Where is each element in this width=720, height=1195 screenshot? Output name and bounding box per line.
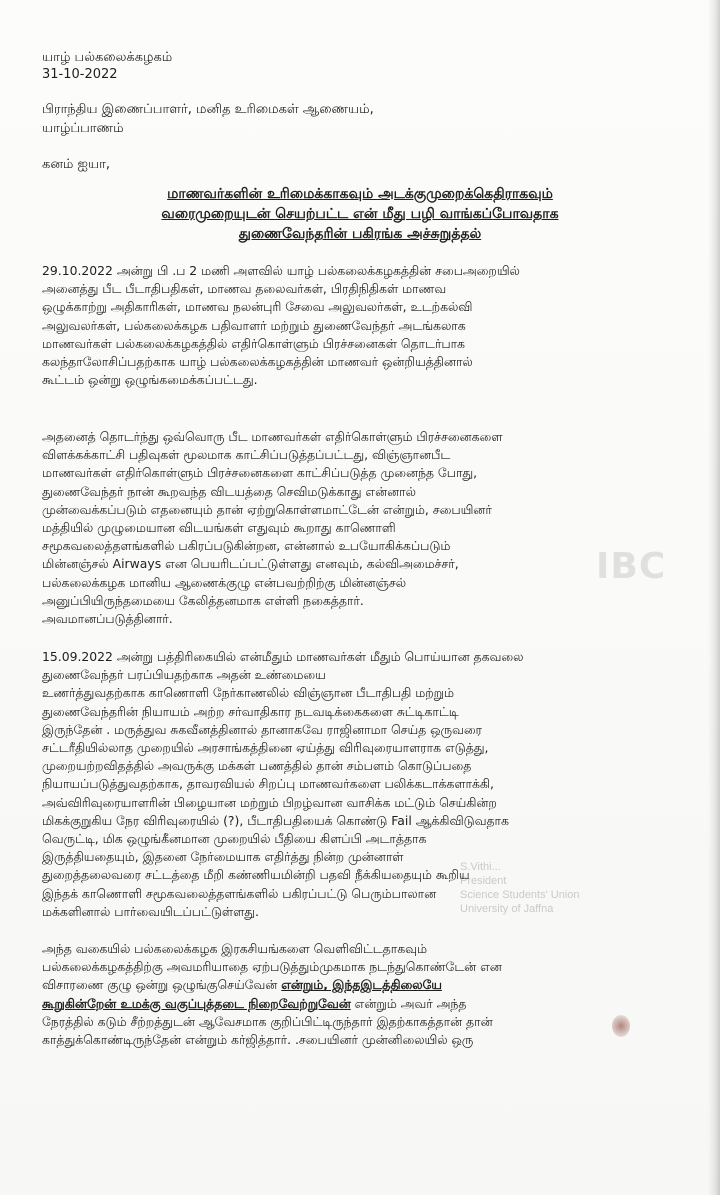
text-line: துணைவேந்தர் பரப்பியதற்காக அதன் உண்மையை: [42, 667, 326, 683]
text-line: அவ்விரிவுரையாளரின் பிழையான மற்றும் பிறழ்வான வாசிக்க மட்டும் செய்கின்ற: [42, 794, 497, 810]
text-line: அதனைத் தொடர்ந்து ஒவ்வொரு பீட மாணவர்கள் எதிர்கொள்ளும் பிரச்சனைகளை: [42, 429, 503, 444]
text-line: பல்கலைக்கழக மானிய ஆணைக்குழு என்பவற்றிற்கு மின்னஞ்சல்: [42, 574, 407, 590]
text-line: மாணவர்கள் எதிர்கொள்ளும் பிரச்சனைகளை காட்சிப்படுத்த முனைந்த போது,: [42, 465, 478, 481]
text-line: துணைவேந்தர் நான் கூறவந்த விடயத்தை செவிமடுக்காது என்னால்: [42, 483, 416, 499]
text-line: உணர்த்துவதற்காக காணொளி நேர்காணலில் விஞ்ஞான பீடாதிபதி மற்றும்: [42, 685, 454, 701]
text-line: அனைத்து பீட பீடாதிபதிகள், மாணவ தலைவர்கள், பிரதிநிதிகள் மாணவ: [42, 281, 447, 297]
text-line: துணைவேந்தரின் நியாயம் அற்ற சர்வாதிகார நடவடிக்கைகளை சுட்டிகாட்டி: [42, 703, 459, 719]
text-line: மக்களினால் பார்வையிடப்பட்டுள்ளது.: [42, 903, 259, 919]
recipient-line-1: பிராந்திய இணைப்பாளர், மனித உரிமைகள் ஆணையம்,: [42, 102, 374, 117]
text-line: மிகக்குறுகிய நேர விரிவுரையில் (?), பீடாதிபதியைக் கொண்டு Fail ஆக்கிவிடுவதாக: [42, 812, 509, 828]
sender-university: யாழ் பல்கலைக்கழகம்: [42, 50, 173, 65]
subject-line-3: துணைவேந்தரின் பகிரங்க அச்சுறுத்தல்: [238, 226, 482, 242]
watermark-logo: IBC: [596, 546, 667, 587]
text-line: நேரத்தில் கடும் சீற்றத்துடன் ஆவேசமாக குறிப்பிட்டிருந்தார் இதற்காகத்தான் தான்: [42, 1013, 493, 1029]
text-line: முறையற்றவிதத்தில் அவருக்கு மக்கள் பணத்தில் தான் சம்பளம் கொடுப்பதை: [42, 758, 472, 774]
recipient-line-2: யாழ்ப்பாணம்: [42, 121, 124, 136]
text-line: மாணவர்கள் பல்கலைக்கழகத்தில் எதிர்கொள்ளும் பிரச்சனைகள் தொடர்பாக: [42, 335, 465, 351]
text-line: அந்த வகையில் பல்கலைக்கழக இரகசியங்களை வெளிவிட்டதாகவும்: [42, 941, 427, 956]
text-line: [42, 995, 680, 1013]
subject-line-1: மாணவர்களின் உரிமைக்காகவும் அடக்குமுறைக்கெதிராகவும்: [167, 186, 553, 202]
text-line: விளக்கக்காட்சி பதிவுகள் மூலமாக காட்சிப்படுத்தப்பட்டது, விஞ்ஞானபீட: [42, 447, 451, 463]
stamp-line: University of Jaffna: [460, 903, 554, 915]
salutation: கனம் ஐயா,: [42, 157, 111, 172]
text-line: நியாயப்படுத்துவதற்காக, தாவரவியல் சிறப்பு மாணவர்களை பலிக்கடாக்களாக்கி,: [42, 776, 494, 792]
stamp-line: S.Vithi...: [460, 861, 501, 873]
text-line: 15.09.2022 அன்று பத்திரிகையில் என்மீதும் மாணவர்கள் மீதும் பொய்யான தகவலை: [42, 649, 524, 664]
text-line: துறைத்தலைவரை சட்டத்தை மீறி கண்ணியமின்றி பதவி நீக்கியதையும் கூறிய: [42, 867, 470, 883]
emphasized-text: கூறுகின்றேன் உமக்கு வகுப்புத்தடை நிறைவேற்றுவேன்: [42, 995, 351, 1011]
paragraph-1: [42, 262, 680, 389]
text-line: காத்துக்கொண்டிருந்தேன் என்றும் கர்ஜித்தார். .சபையினர் முன்னிலையில் ஒரு: [42, 1032, 474, 1048]
text-line: கூட்டம் ஒன்று ஒழுங்கமைக்கப்பட்டது.: [42, 372, 258, 388]
text-line: வெருட்டி, மிக ஒழுங்கீனமான முறையில் பீதியை கிளப்பி அடாத்தாக: [42, 831, 427, 847]
text-line: கலந்தாலோசிப்பதற்காக யாழ் பல்கலைக்கழகத்தின் மாணவர் ஒன்றியத்தினால்: [42, 354, 473, 370]
text-line: இருந்தேன் . மருத்துவ சுகவீனத்தினால் தானாகவே ராஜினாமா செய்த ஒருவரை: [42, 721, 482, 737]
stamp-line: President: [460, 875, 507, 887]
text-line: மின்னஞ்சல் Airways என பெயரிடப்பட்டுள்ளது எனவும், கல்விஅமைச்சர்,: [42, 556, 459, 572]
text-line: சமூகவலைத்தளங்களில் பகிரப்படுகின்றன, என்னால் உபயோகிக்கப்படும்: [42, 538, 451, 554]
text-line: அவமானப்படுத்தினார்.: [42, 611, 173, 627]
text-line: 29.10.2022 அன்று பி .ப 2 மணி அளவில் யாழ் பல்கலைக்கழகத்தின் சபைஅறையில்: [42, 263, 520, 278]
text-segment: என்றும் அவர் அந்த: [350, 995, 467, 1011]
subject-line-2: வரைமுறையுடன் செயற்பட்ட என் மீது பழி வாங்கப்போவதாக: [161, 206, 559, 222]
text-line: ஒழுக்காற்று அதிகாரிகள், மாணவ நலன்புரி சேவை அலுவலர்கள், உடற்கல்வி: [42, 299, 473, 315]
text-line: மத்தியில் முழுமையான விடயங்கள் எதுவும் கூறாது காணொளி: [42, 520, 396, 536]
paragraph-2: [42, 428, 680, 628]
text-line: சட்டரீதியில்லாத முறையில் அரசாங்கத்தினை ஏய்த்து விரிவுரையாளராக எடுத்து,: [42, 740, 489, 756]
paragraph-3: [42, 648, 680, 921]
text-line: இந்தக் காணொளி சமூகவலைத்தளங்களில் பகிரப்பட்டு பெரும்பாலான: [42, 885, 437, 901]
text-line: [42, 976, 680, 994]
text-line: இருத்தியதையும், இதனை நேர்மையாக எதிர்த்து நின்ற முன்னாள்: [42, 849, 404, 865]
text-line: அனுப்பியிருந்தமையை கேலித்தனமாக எள்ளி நகைத்தார்.: [42, 592, 364, 608]
page-edge-shadow: [708, 0, 720, 1195]
text-segment: விசாரணை குழு ஒன்று ஒழுங்குசெய்வேன்: [42, 977, 282, 993]
stamp-line: Science Students' Union: [460, 889, 580, 901]
paragraph-4: [42, 940, 680, 1049]
emphasized-text: என்றும், இந்தஇடத்திலையே: [281, 977, 442, 993]
text-line: முன்வைக்கப்படும் எதனையும் தான் ஏற்றுகொள்ளமாட்டேன் என்றும், சபையினர்: [42, 501, 492, 517]
text-line: பல்கலைக்கழகத்திற்கு அவமரியாதை ஏற்படுத்தும்முகமாக நடந்துகொண்டேன் என: [42, 959, 502, 975]
letter-date: 31-10-2022: [42, 67, 118, 82]
text-line: அலுவலர்கள், பல்கலைக்கழக பதிவாளர் மற்றும் துணைவேந்தர் அடங்கலாக: [42, 317, 466, 333]
